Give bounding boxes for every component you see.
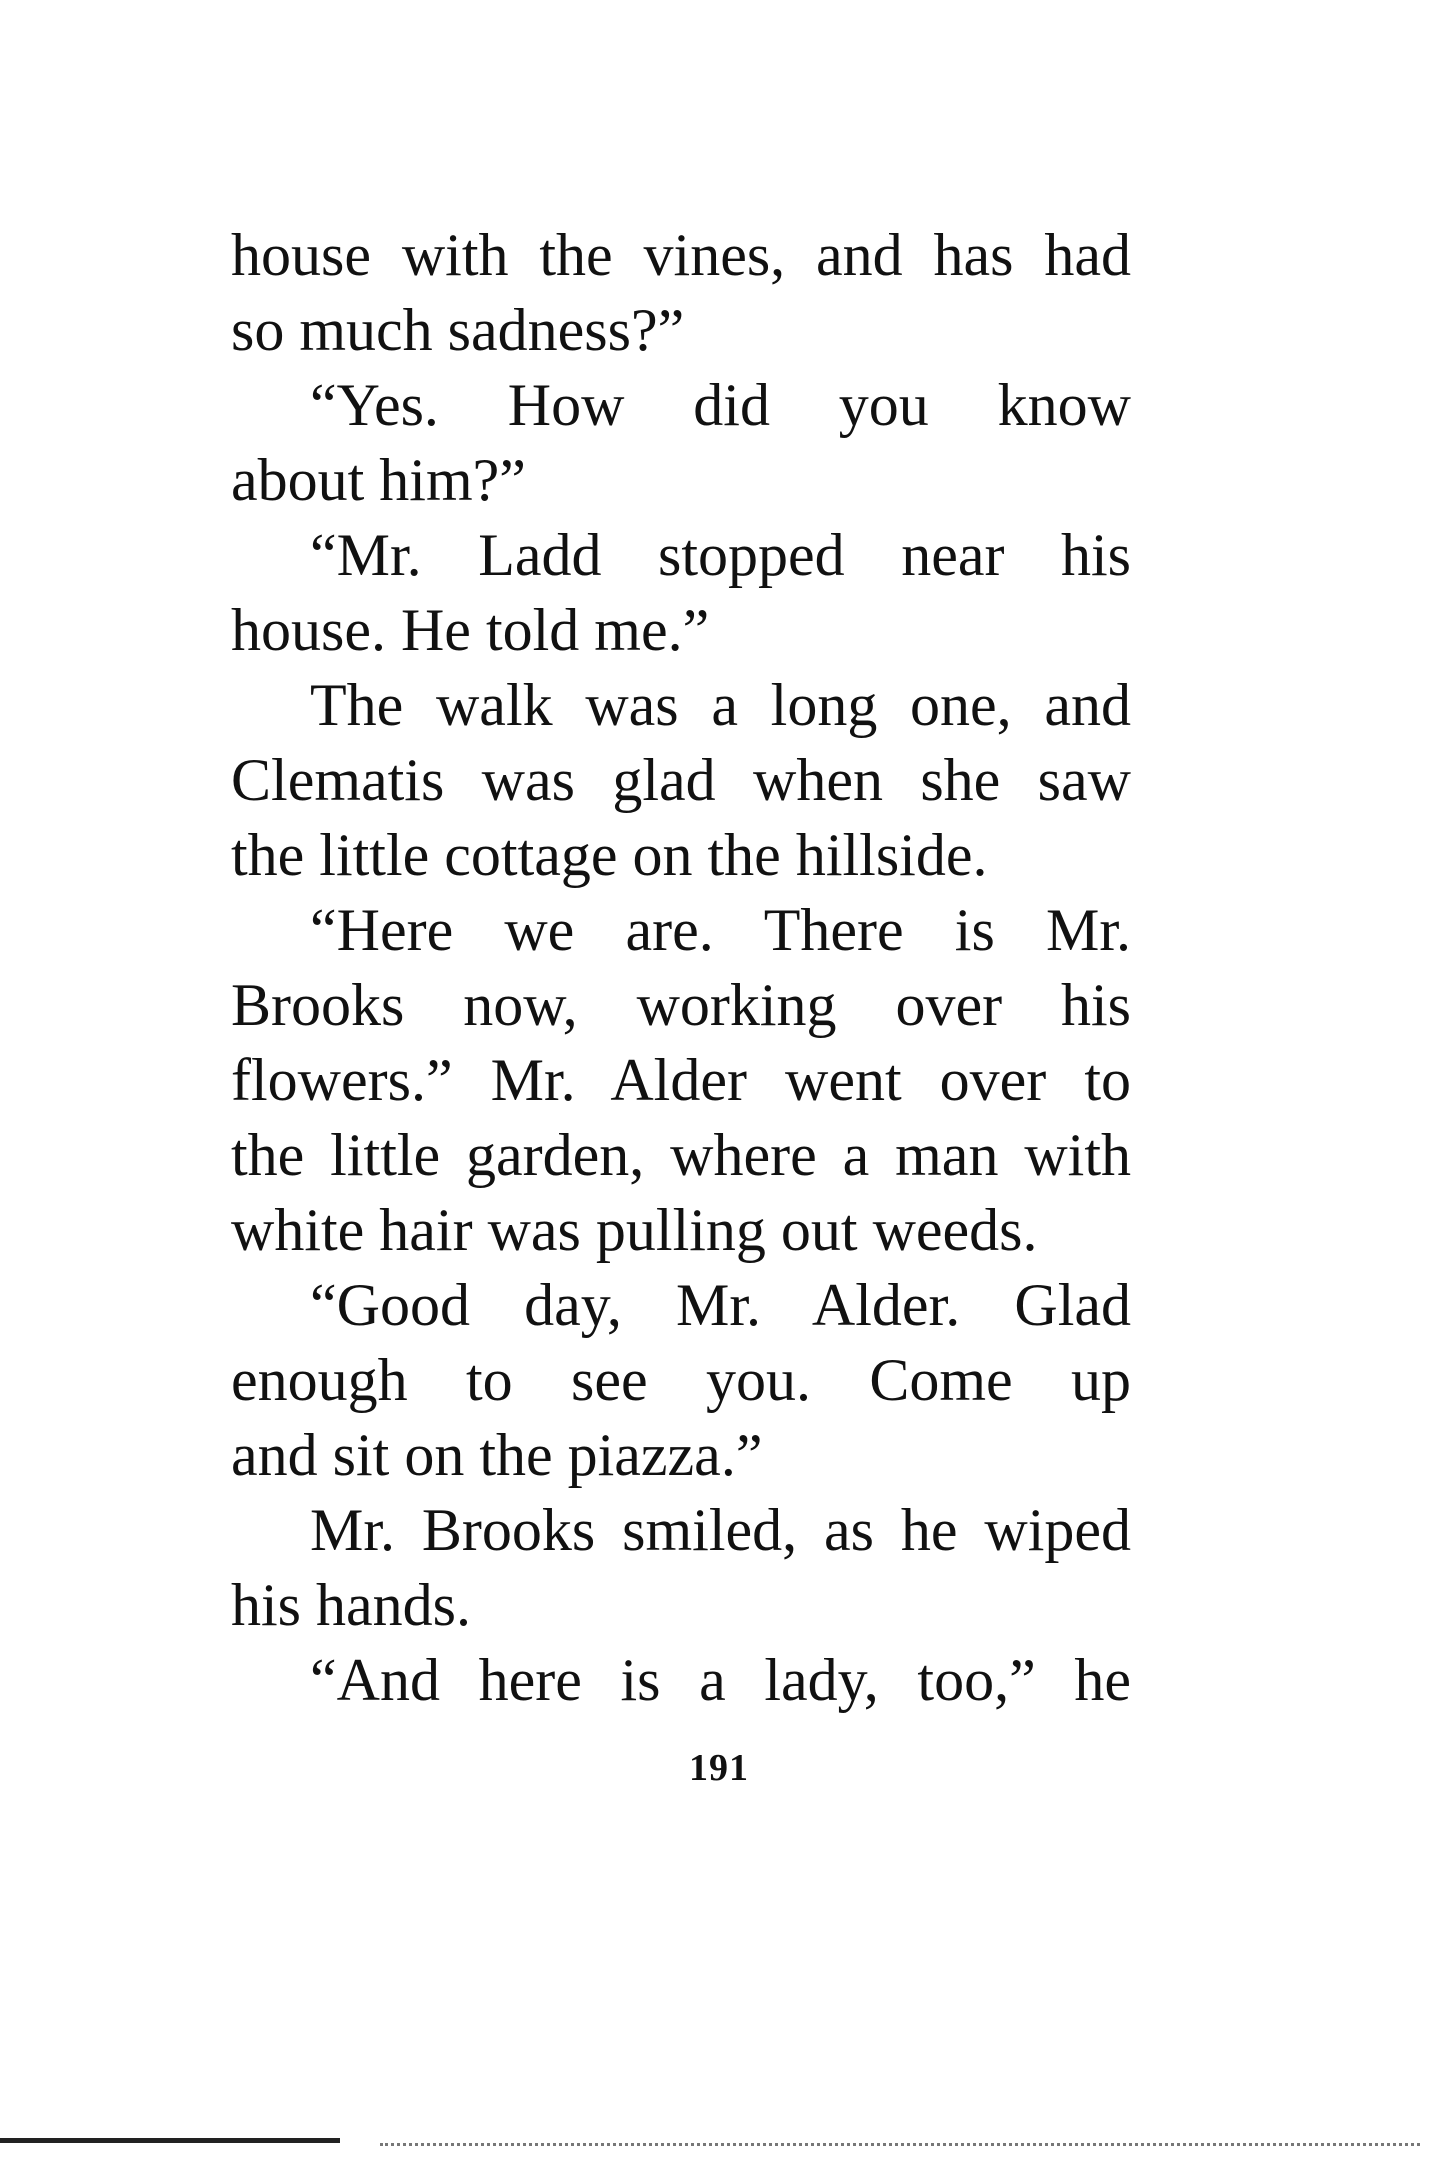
text-line: “Good day, Mr. Alder. Glad [310, 1272, 1131, 1338]
text-line: about him?” [231, 447, 526, 513]
text-line: his hands. [231, 1572, 471, 1638]
page-number: 191 [689, 1747, 749, 1789]
text-line: house. He told me.” [231, 597, 710, 663]
text-line: the little garden, where a man with [231, 1122, 1131, 1188]
text-line: The walk was a long one, and [310, 672, 1131, 738]
text-line: Brooks now, working over his [231, 972, 1131, 1038]
text-line: Mr. Brooks smiled, as he wiped [310, 1497, 1131, 1563]
text-line: so much sadness?” [231, 297, 685, 363]
text-line: and sit on the piazza.” [231, 1422, 763, 1488]
body-text [231, 218, 1131, 1718]
text-line: “Here we are. There is Mr. [310, 897, 1131, 963]
scan-edge-shadow [0, 2138, 340, 2143]
text-line: “And here is a lady, too,” he [310, 1647, 1131, 1713]
scan-edge-dots [380, 2143, 1420, 2146]
text-line: house with the vines, and has had [231, 222, 1131, 288]
text-line: white hair was pulling out weeds. [231, 1197, 1038, 1263]
text-line: Clematis was glad when she saw [231, 747, 1131, 813]
text-line: the little cottage on the hillside. [231, 822, 988, 888]
text-line: “Yes. How did you know [310, 372, 1131, 438]
text-line: enough to see you. Come up [231, 1347, 1131, 1413]
text-line: flowers.” Mr. Alder went over to [231, 1047, 1131, 1113]
text-line: “Mr. Ladd stopped near his [310, 522, 1131, 588]
